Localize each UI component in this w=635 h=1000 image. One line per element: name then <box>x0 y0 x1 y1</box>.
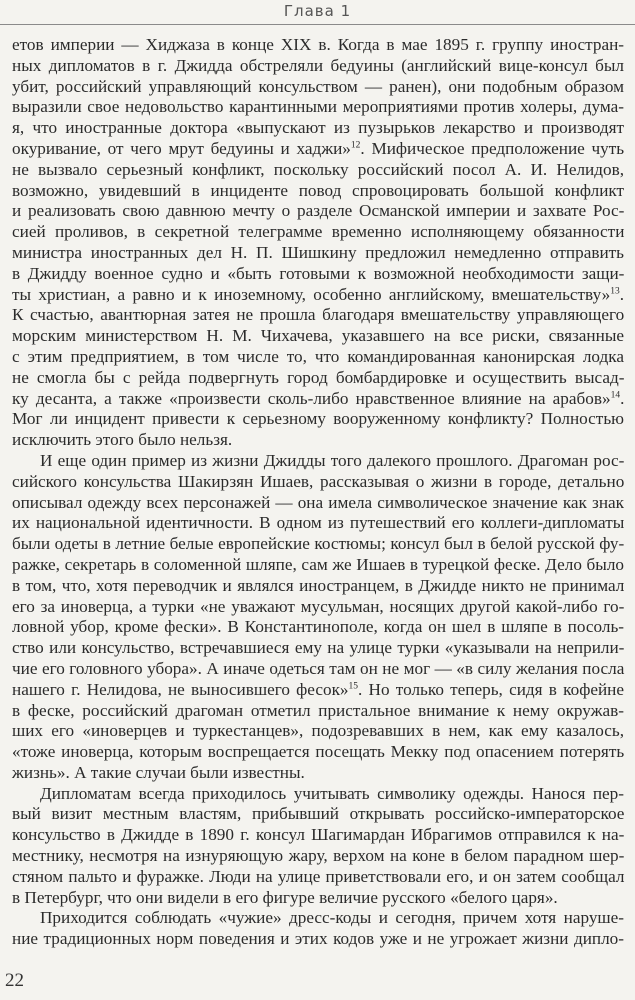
text-line <box>12 638 624 659</box>
text-line-content: описывал одежду всех персонажей — она имела символическое значение как знак <box>12 492 624 512</box>
text-line-content: морским министерством Н. М. Чихачева, указавшего на все риски, связанные <box>12 326 624 346</box>
text-line-content: я, что иностранные доктора «выпускают из пузырьков лекарство и производят <box>12 118 624 138</box>
text-line-content: с этим предприятием, в том числе то, что командированная канонирская лодка <box>12 346 624 366</box>
text-line <box>12 201 624 222</box>
text-line <box>12 97 624 118</box>
text-line-content: убит, российский управляющий консульством — ранен), они подобным образом <box>12 76 624 96</box>
text-line-content: министра иностранных дел Н. П. Шишкину предложил немедленно отправить <box>12 242 624 262</box>
text-line-content: сией проливов, в секретной телеграмме временно исполняющему обязанности <box>12 222 625 242</box>
text-line <box>12 784 624 805</box>
text-line-content: не вызвало серьезный конфликт, поскольку российский посол А. И. Нелидов, <box>12 159 624 179</box>
text-line-content: «тоже иноверца, которым воспрещается посещать Мекку под опасением потерять <box>12 742 625 762</box>
text-line-content: ных дипломатов в г. Джидда обстреляли бедуины (английский вице-консул был <box>12 55 624 75</box>
text-line-content: ты христиан, а равно и к иноземному, особенно английскому, вмешательству» <box>12 284 611 304</box>
text-line <box>12 222 624 243</box>
text-line <box>12 659 624 680</box>
text-line <box>12 888 624 909</box>
text-line <box>12 264 624 285</box>
text-line-content: жизнь». А такие случаи были известны. <box>12 762 305 782</box>
text-line-content: етов империи — Хиджаза в конце XIX в. Когда в мае 1895 г. группу иностран- <box>12 35 624 54</box>
text-line <box>12 513 624 534</box>
text-line-content: его за иноверца, а турки «не уважают мусульман, носящих другой какой-либо го- <box>12 596 625 616</box>
text-line <box>12 77 624 98</box>
text-line <box>12 326 624 347</box>
text-line-content: стяном пальто и фуражке. Люди на улице приветствовали его, и он затем сообщал <box>12 866 625 886</box>
text-line-content: Приходится соблюдать «чужие» дресс-коды и сегодня, причем хотя наруше- <box>40 908 624 928</box>
text-line <box>12 243 624 264</box>
text-line-content: ловной убор, кроме фески». В Константинополе, когда он шел в шляпе в посоль- <box>12 617 625 637</box>
body-text <box>12 35 624 950</box>
text-line-content: их национальной идентичности. В одном из путешествий его коллеги-дипломаты <box>12 513 625 533</box>
text-line-content: ших его «иноверцев и туркестанцев», подозревавших в нем, как ему казалось, <box>12 721 624 741</box>
text-line-continuation: . Но только теперь, сидя в кофейне <box>358 679 625 699</box>
text-line <box>12 305 624 326</box>
text-line-continuation: . Мифическое предположение чуть <box>360 138 625 158</box>
text-line <box>12 721 624 742</box>
text-line <box>12 56 624 77</box>
text-line-content: И еще один пример из жизни Джидды того далекого прошлого. Драгоман рос- <box>40 450 625 470</box>
page-number: 22 <box>5 970 24 991</box>
text-line <box>12 430 624 451</box>
text-line <box>12 285 624 306</box>
text-line <box>12 742 624 763</box>
text-line-content: Мог ли инцидент привести к серьезному вооруженному конфликту? Полностью <box>12 409 624 429</box>
text-line <box>12 867 624 888</box>
text-line <box>12 368 624 389</box>
text-line-content: выразили свое недовольство карантинными мероприятиями против холеры, дума- <box>12 97 624 117</box>
text-line-content: окуривание, от чего мрут бедуины и хаджи» <box>12 138 351 158</box>
text-line-content: в феске, российский драгоман отметил пристальное внимание к нему окружав- <box>12 700 624 720</box>
text-line-content: нашего г. Нелидова, не выносившего фесок» <box>12 679 349 699</box>
text-line <box>12 160 624 181</box>
text-line <box>12 493 624 514</box>
text-line <box>12 846 624 867</box>
text-line <box>12 763 624 784</box>
text-line <box>12 929 624 950</box>
text-line-content: сийского консульства Шакирзян Ишаев, рассказывая о жизни в городе, детально <box>12 471 625 491</box>
text-line <box>12 472 624 493</box>
text-line <box>12 555 624 576</box>
text-line <box>12 347 624 368</box>
text-line <box>12 597 624 618</box>
text-line <box>12 617 624 638</box>
text-line-content: ние традиционных норм поведения и этих кодов уже и не угрожает жизни дипло- <box>12 929 624 949</box>
text-line <box>12 409 624 430</box>
text-line-content: ражке, секретарь в соломенной шляпе, сам же Ишаев в турецкой феске. Дело было <box>12 554 625 574</box>
text-line <box>12 451 624 472</box>
text-line-content: вый визит местным властям, прибывший открывать российско-императорское <box>12 804 625 824</box>
text-line <box>12 825 624 846</box>
text-line <box>12 35 624 56</box>
text-line-content: местнику, несмотря на изнуряющую жару, верхом на коне в белом парадном шер- <box>12 846 625 866</box>
text-line-content: Дипломатам всегда приходилось учитывать символику одежды. Нанося пер- <box>40 783 624 803</box>
text-line <box>12 534 624 555</box>
text-line <box>12 576 624 597</box>
text-line-content: ку десанта, а также «произвести сколь-либо нравственное влияние на арабов» <box>12 388 611 408</box>
text-line <box>12 680 624 701</box>
text-line-content: возможно, увидевший в инциденте повод спровоцировать большой конфликт <box>12 180 625 200</box>
text-line-content: чие его головного убора». А иначе одеться там он не мог — «в силу желания посла <box>12 658 625 678</box>
footnote-reference: 12 <box>350 140 361 151</box>
chapter-title: Глава 1 <box>283 2 352 20</box>
text-line <box>12 908 624 929</box>
running-header <box>0 0 635 25</box>
text-line-content: ство или консульство, встречавшиеся ему на улице турки «указывали на неприли- <box>12 638 625 658</box>
text-line-content: и реализовать свою давнюю мечту о разделе Османской империи и захвате Рос- <box>12 201 625 221</box>
text-line-content: в Джидду военное судно и «быть готовыми к возможной необходимости защи- <box>12 263 625 283</box>
text-line-content: исключить этого было нельзя. <box>12 430 233 450</box>
text-line-continuation: . <box>619 284 624 304</box>
text-line-content: консульство в Джидде в 1890 г. консул Шагимардан Ибрагимов отправился к на- <box>12 825 625 845</box>
text-line-continuation: . <box>620 388 625 408</box>
text-line <box>12 389 624 410</box>
text-line-content: были одеты в летние белые европейские костюмы; консул был в белой русской фу- <box>12 534 625 554</box>
text-line <box>12 139 624 160</box>
text-line-content: в Петербург, что они видели в его фигуре величие русского «белого царя». <box>12 887 558 907</box>
text-line <box>12 701 624 722</box>
text-line-content: в том, что, хотя переводчик и являлся иностранцем, в Джидде никто не принимал <box>12 575 625 595</box>
text-line-content: не смогла бы с рейда подвергнуть город бомбардировке и осуществить высад- <box>12 367 625 387</box>
text-line <box>12 181 624 202</box>
text-line-content: К счастью, авантюрная затея не прошла благодаря вмешательству управляющего <box>12 305 625 325</box>
footnote-reference: 14 <box>610 389 621 400</box>
footnote-reference: 13 <box>610 285 620 296</box>
text-line <box>12 804 624 825</box>
footnote-reference: 15 <box>348 680 359 691</box>
text-line <box>12 118 624 139</box>
